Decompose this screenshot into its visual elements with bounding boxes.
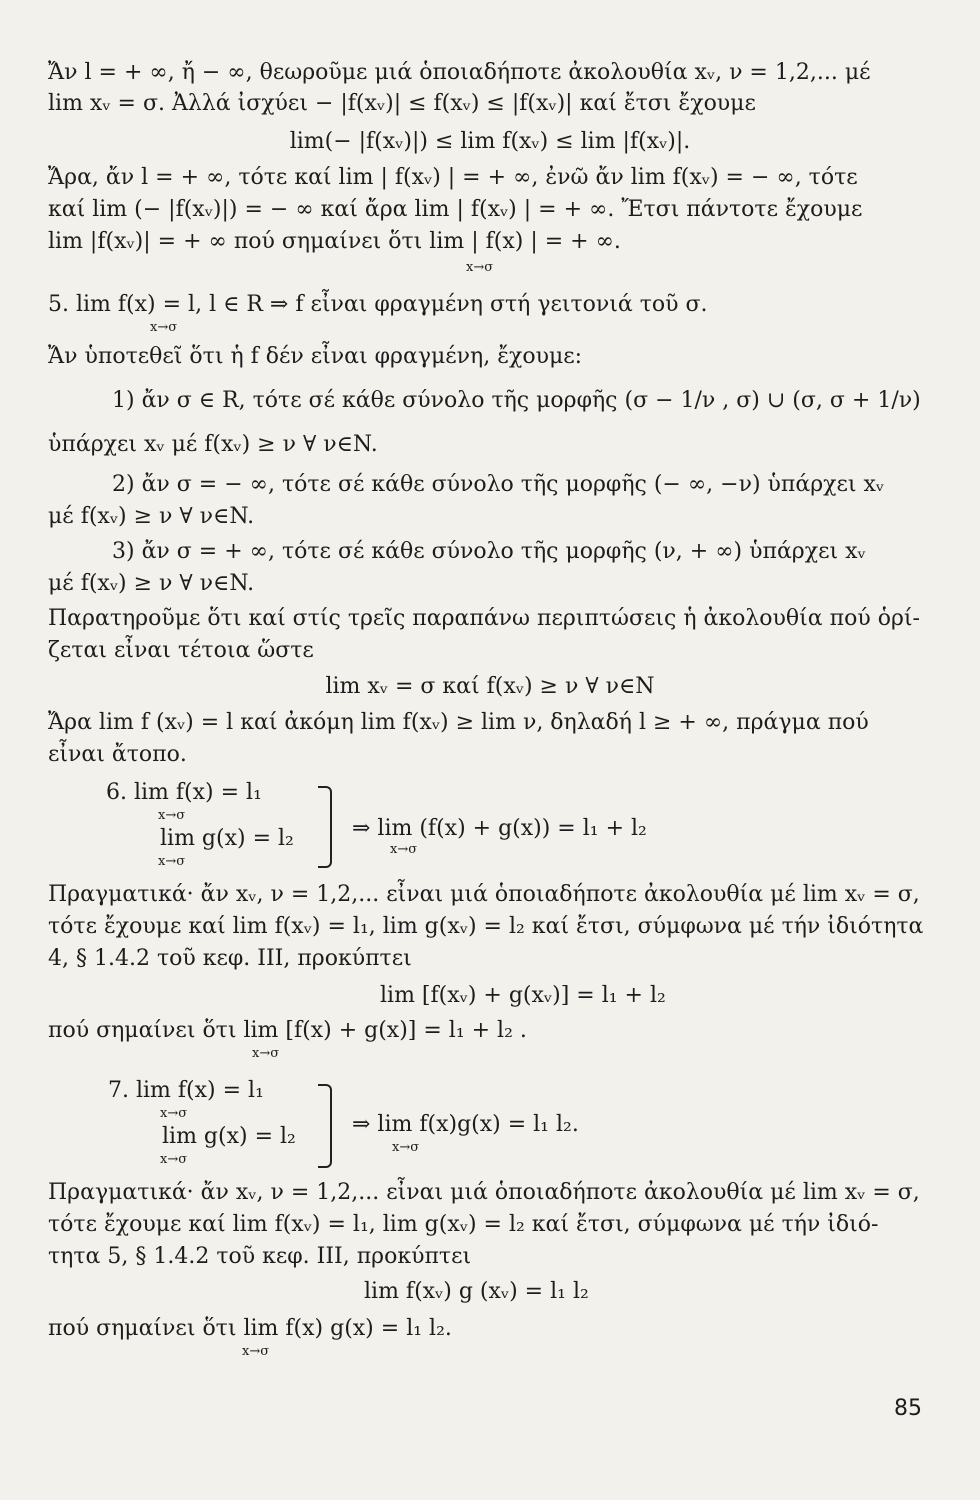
formula-line: lim [f(xᵥ) + g(xᵥ)] = l₁ + l₂ [380,983,666,1008]
limit-subscript: x→σ [160,1152,188,1167]
property-6-conclusion: ⇒ lim (f(x) + g(x)) = l₁ + l₂ [352,816,647,841]
text-line: Ἄν ὑποτεθεῖ ὅτι ἡ f δέν εἶναι φραγμένη, ἔχουμε: [48,344,583,369]
text-line: ζεται εἶναι τέτοια ὥστε [48,638,314,663]
limit-subscript: x→σ [158,808,186,823]
text-line: μέ f(xᵥ) ≥ ν ∀ ν∈N. [48,571,255,596]
case-3-line: 3) ἄν σ = + ∞, τότε σέ κάθε σύνολο τῆς μορφῆς (ν, + ∞) ὑπάρχει xᵥ [112,539,866,564]
text-line: lim |f(xᵥ)| = + ∞ πού σημαίνει ὅτι lim | f(x) | = + ∞. [48,229,621,254]
property-5-statement: 5. lim f(x) = l, l ∈ R ⇒ f εἶναι φραγμένη στή γειτονιά τοῦ σ. [48,292,708,317]
right-brace [318,1084,332,1168]
formula-line: lim xᵥ = σ καί f(xᵥ) ≥ ν ∀ ν∈N [325,674,655,699]
text-line: 4, § 1.4.2 τοῦ κεφ. III, προκύπτει [48,946,412,971]
text-line: εἶναι ἄτοπο. [48,742,187,767]
case-2-line: 2) ἄν σ = − ∞, τότε σέ κάθε σύνολο τῆς μορφῆς (− ∞, −ν) ὑπάρχει xᵥ [112,472,885,497]
text-line: Πραγματικά· ἄν xᵥ, ν = 1,2,... εἶναι μιά ὁποιαδήποτε ἀκολουθία μέ lim xᵥ = σ, [48,882,920,907]
text-line: Παρατηροῦμε ὅτι καί στίς τρεῖς παραπάνω περιπτώσεις ἡ ἀκολουθία πού ὁρί- [48,606,920,631]
limit-subscript: x→σ [242,1344,270,1359]
property-7-conclusion: ⇒ lim f(x)g(x) = l₁ l₂. [352,1112,579,1137]
text-line: μέ f(xᵥ) ≥ ν ∀ ν∈N. [48,504,255,529]
text-line: πού σημαίνει ὅτι lim [f(x) + g(x)] = l₁ + l₂ . [48,1018,527,1043]
formula-line: lim(− |f(xᵥ)|) ≤ lim f(xᵥ) ≤ lim |f(xᵥ)|. [289,129,691,154]
limit-subscript: x→σ [466,260,494,275]
limit-subscript: x→σ [150,320,178,335]
page-number: 85 [894,1396,922,1421]
text-line: τότε ἔχουμε καί lim f(xᵥ) = l₁, lim g(xᵥ) = l₂ καί ἔτσι, σύμφωνα μέ τήν ἰδιό- [48,1212,879,1237]
text-line: Πραγματικά· ἄν xᵥ, ν = 1,2,... εἶναι μιά ὁποιαδήποτε ἀκολουθία μέ lim xᵥ = σ, [48,1180,920,1205]
text-line: Ἄρα, ἄν l = + ∞, τότε καί lim | f(xᵥ) | = + ∞, ἐνῶ ἄν lim f(xᵥ) = − ∞, τότε [48,165,858,190]
limit-subscript: x→σ [390,842,418,857]
property-6-hypothesis-2: lim g(x) = l₂ [160,826,294,851]
text-line: ὑπάρχει xᵥ μέ f(xᵥ) ≥ ν ∀ ν∈N. [48,432,378,457]
limit-subscript: x→σ [158,854,186,869]
right-brace [318,786,332,868]
limit-subscript: x→σ [252,1046,280,1061]
text-line: τότε ἔχουμε καί lim f(xᵥ) = l₁, lim g(xᵥ) = l₂ καί ἔτσι, σύμφωνα μέ τήν ἰδιότητα [48,914,924,939]
case-1-line: 1) ἄν σ ∈ R, τότε σέ κάθε σύνολο τῆς μορφῆς (σ − 1/ν , σ) ∪ (σ, σ + 1/ν) [112,388,921,413]
text-line: Ἄρα lim f (xᵥ) = l καί ἀκόμη lim f(xᵥ) ≥ lim ν, δηλαδή l ≥ + ∞, πράγμα πού [48,710,869,735]
text-line: καί lim (− |f(xᵥ)|) = − ∞ καί ἄρα lim | f(xᵥ) | = + ∞. Ἔτσι πάντοτε ἔχουμε [48,197,863,222]
property-7-hypothesis-2: lim g(x) = l₂ [162,1124,296,1149]
limit-subscript: x→σ [392,1140,420,1155]
text-line: πού σημαίνει ὅτι lim f(x) g(x) = l₁ l₂. [48,1316,452,1341]
property-6-hypothesis-1: 6. lim f(x) = l₁ [106,780,262,805]
text-line: τητα 5, § 1.4.2 τοῦ κεφ. III, προκύπτει [48,1244,472,1269]
property-7-hypothesis-1: 7. lim f(x) = l₁ [108,1078,264,1103]
formula-line: lim f(xᵥ) g (xᵥ) = l₁ l₂ [364,1279,589,1304]
text-line: Ἄν l = + ∞, ἤ − ∞, θεωροῦμε μιά ὁποιαδήποτε ἀκολουθία xᵥ, ν = 1,2,... μέ [48,60,871,85]
limit-subscript: x→σ [160,1106,188,1121]
text-line: lim xᵥ = σ. Ἀλλά ἰσχύει − |f(xᵥ)| ≤ f(xᵥ) ≤ |f(xᵥ)| καί ἔτσι ἔχουμε [48,91,756,116]
